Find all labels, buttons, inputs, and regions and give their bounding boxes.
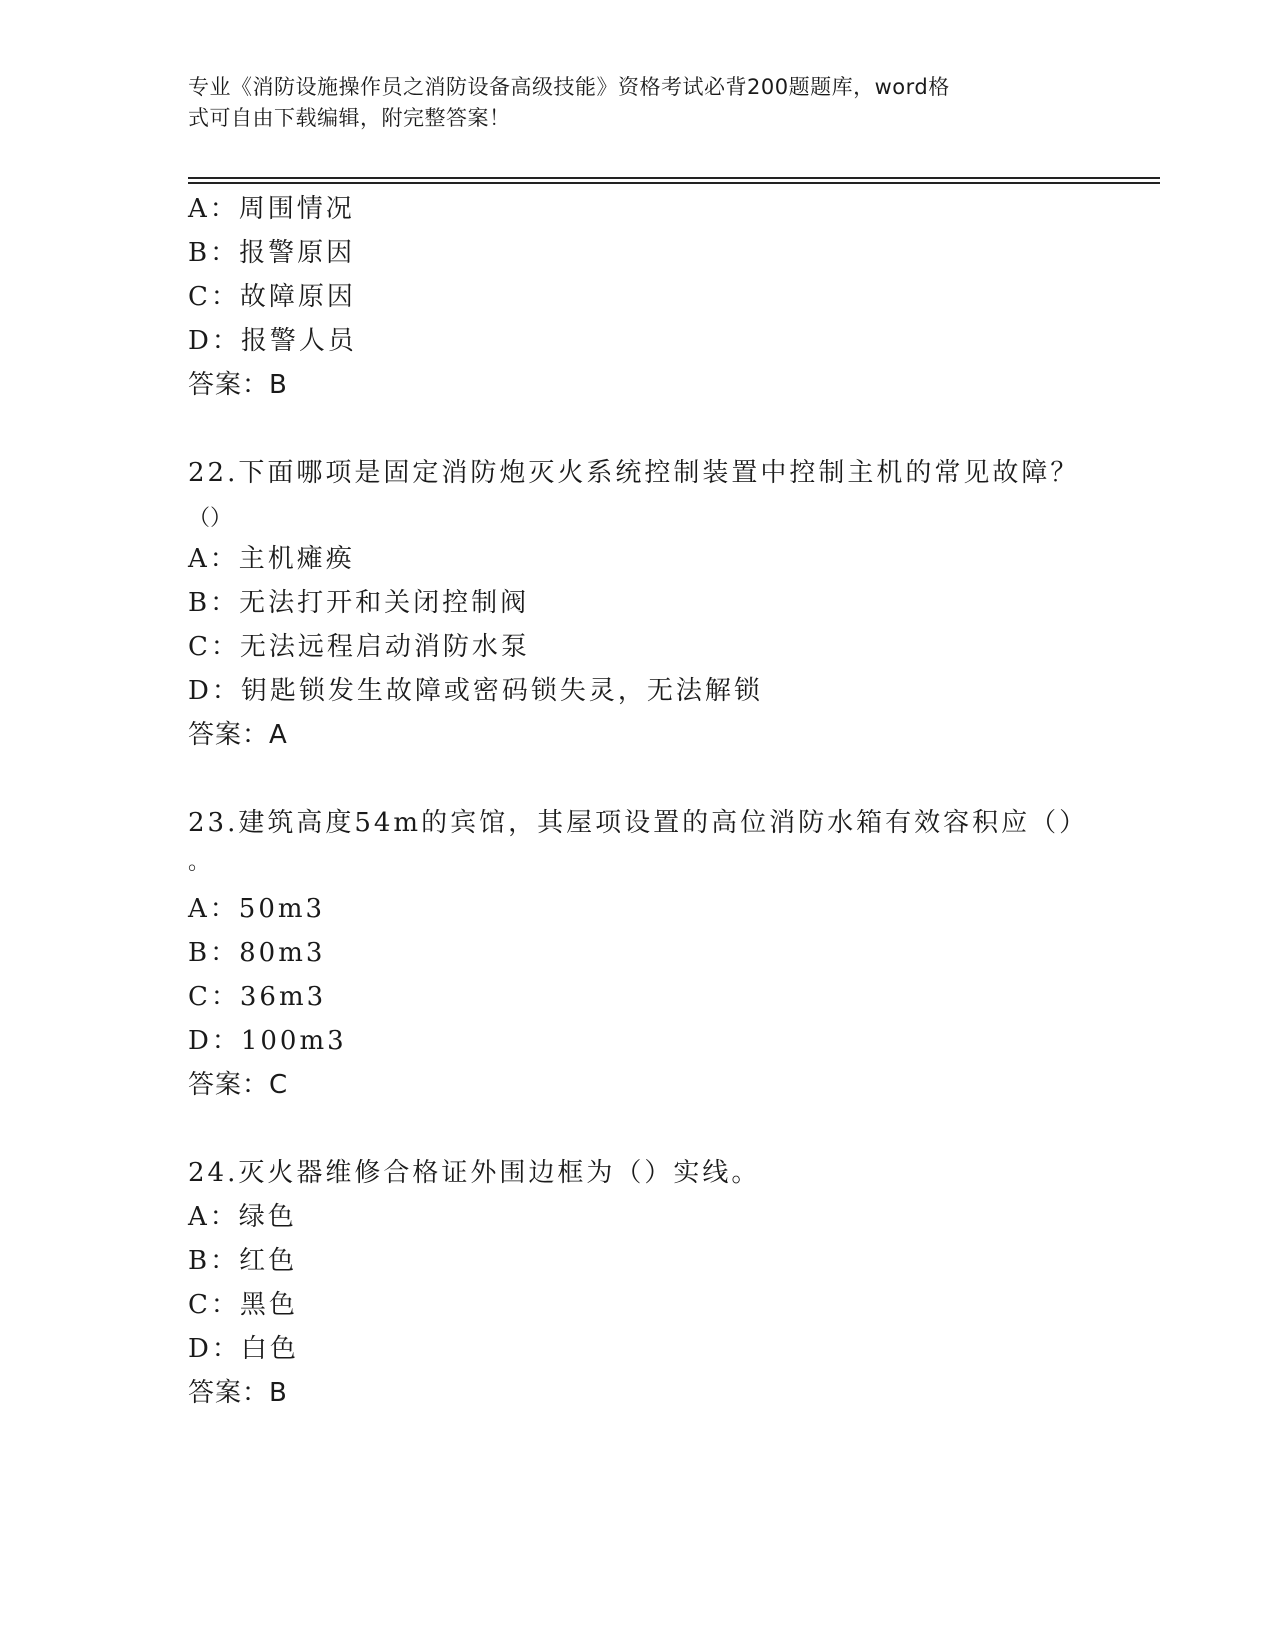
q23-option-c: C：36m3 bbox=[188, 982, 327, 1012]
q23-option-d: D：100m3 bbox=[188, 1026, 347, 1056]
q23-answer: 答案：C bbox=[188, 1070, 289, 1100]
header-line-2: 式可自由下载编辑，附完整答案！ bbox=[188, 106, 511, 130]
q24-option-b: B：红色 bbox=[188, 1246, 298, 1276]
q22-answer: 答案：A bbox=[188, 720, 288, 750]
q22-option-a: A：主机瘫痪 bbox=[188, 544, 355, 574]
q24-option-a: A：绿色 bbox=[188, 1202, 297, 1232]
q22-option-d: D：钥匙锁发生故障或密码锁失灵，无法解锁 bbox=[188, 676, 763, 706]
q23-stem-line-1: 23.建筑高度54m的宾馆，其屋项设置的高位消防水箱有效容积应（） bbox=[188, 808, 1089, 838]
header-divider-top bbox=[188, 177, 1160, 179]
q23-option-b: B：80m3 bbox=[188, 938, 326, 968]
q23-stem-line-2: 。 bbox=[188, 850, 211, 875]
q24-option-c: C：黑色 bbox=[188, 1290, 298, 1320]
q22-stem-line-1: 22.下面哪项是固定消防炮灭火系统控制装置中控制主机的常见故障？ bbox=[188, 458, 1080, 488]
q24-stem-line-1: 24.灭火器维修合格证外围边框为（）实线。 bbox=[188, 1158, 761, 1188]
q22-option-b: B：无法打开和关闭控制阀 bbox=[188, 588, 530, 618]
q21-option-c: C：故障原因 bbox=[188, 282, 356, 312]
q24-answer: 答案：B bbox=[188, 1378, 288, 1408]
q23-option-a: A：50m3 bbox=[188, 894, 326, 924]
q22-option-c: C：无法远程启动消防水泵 bbox=[188, 632, 530, 662]
q21-option-b: B：报警原因 bbox=[188, 238, 356, 268]
q22-stem-line-2: （） bbox=[188, 506, 233, 531]
q21-answer: 答案：B bbox=[188, 370, 288, 400]
q21-option-a: A：周围情况 bbox=[188, 194, 355, 224]
q21-option-d: D：报警人员 bbox=[188, 326, 357, 356]
q24-option-d: D：白色 bbox=[188, 1334, 299, 1364]
document-header bbox=[188, 72, 1088, 134]
header-divider-bottom bbox=[188, 182, 1160, 184]
header-line-1: 专业《消防设施操作员之消防设备高级技能》资格考试必背200题题库，word格 bbox=[188, 75, 950, 99]
